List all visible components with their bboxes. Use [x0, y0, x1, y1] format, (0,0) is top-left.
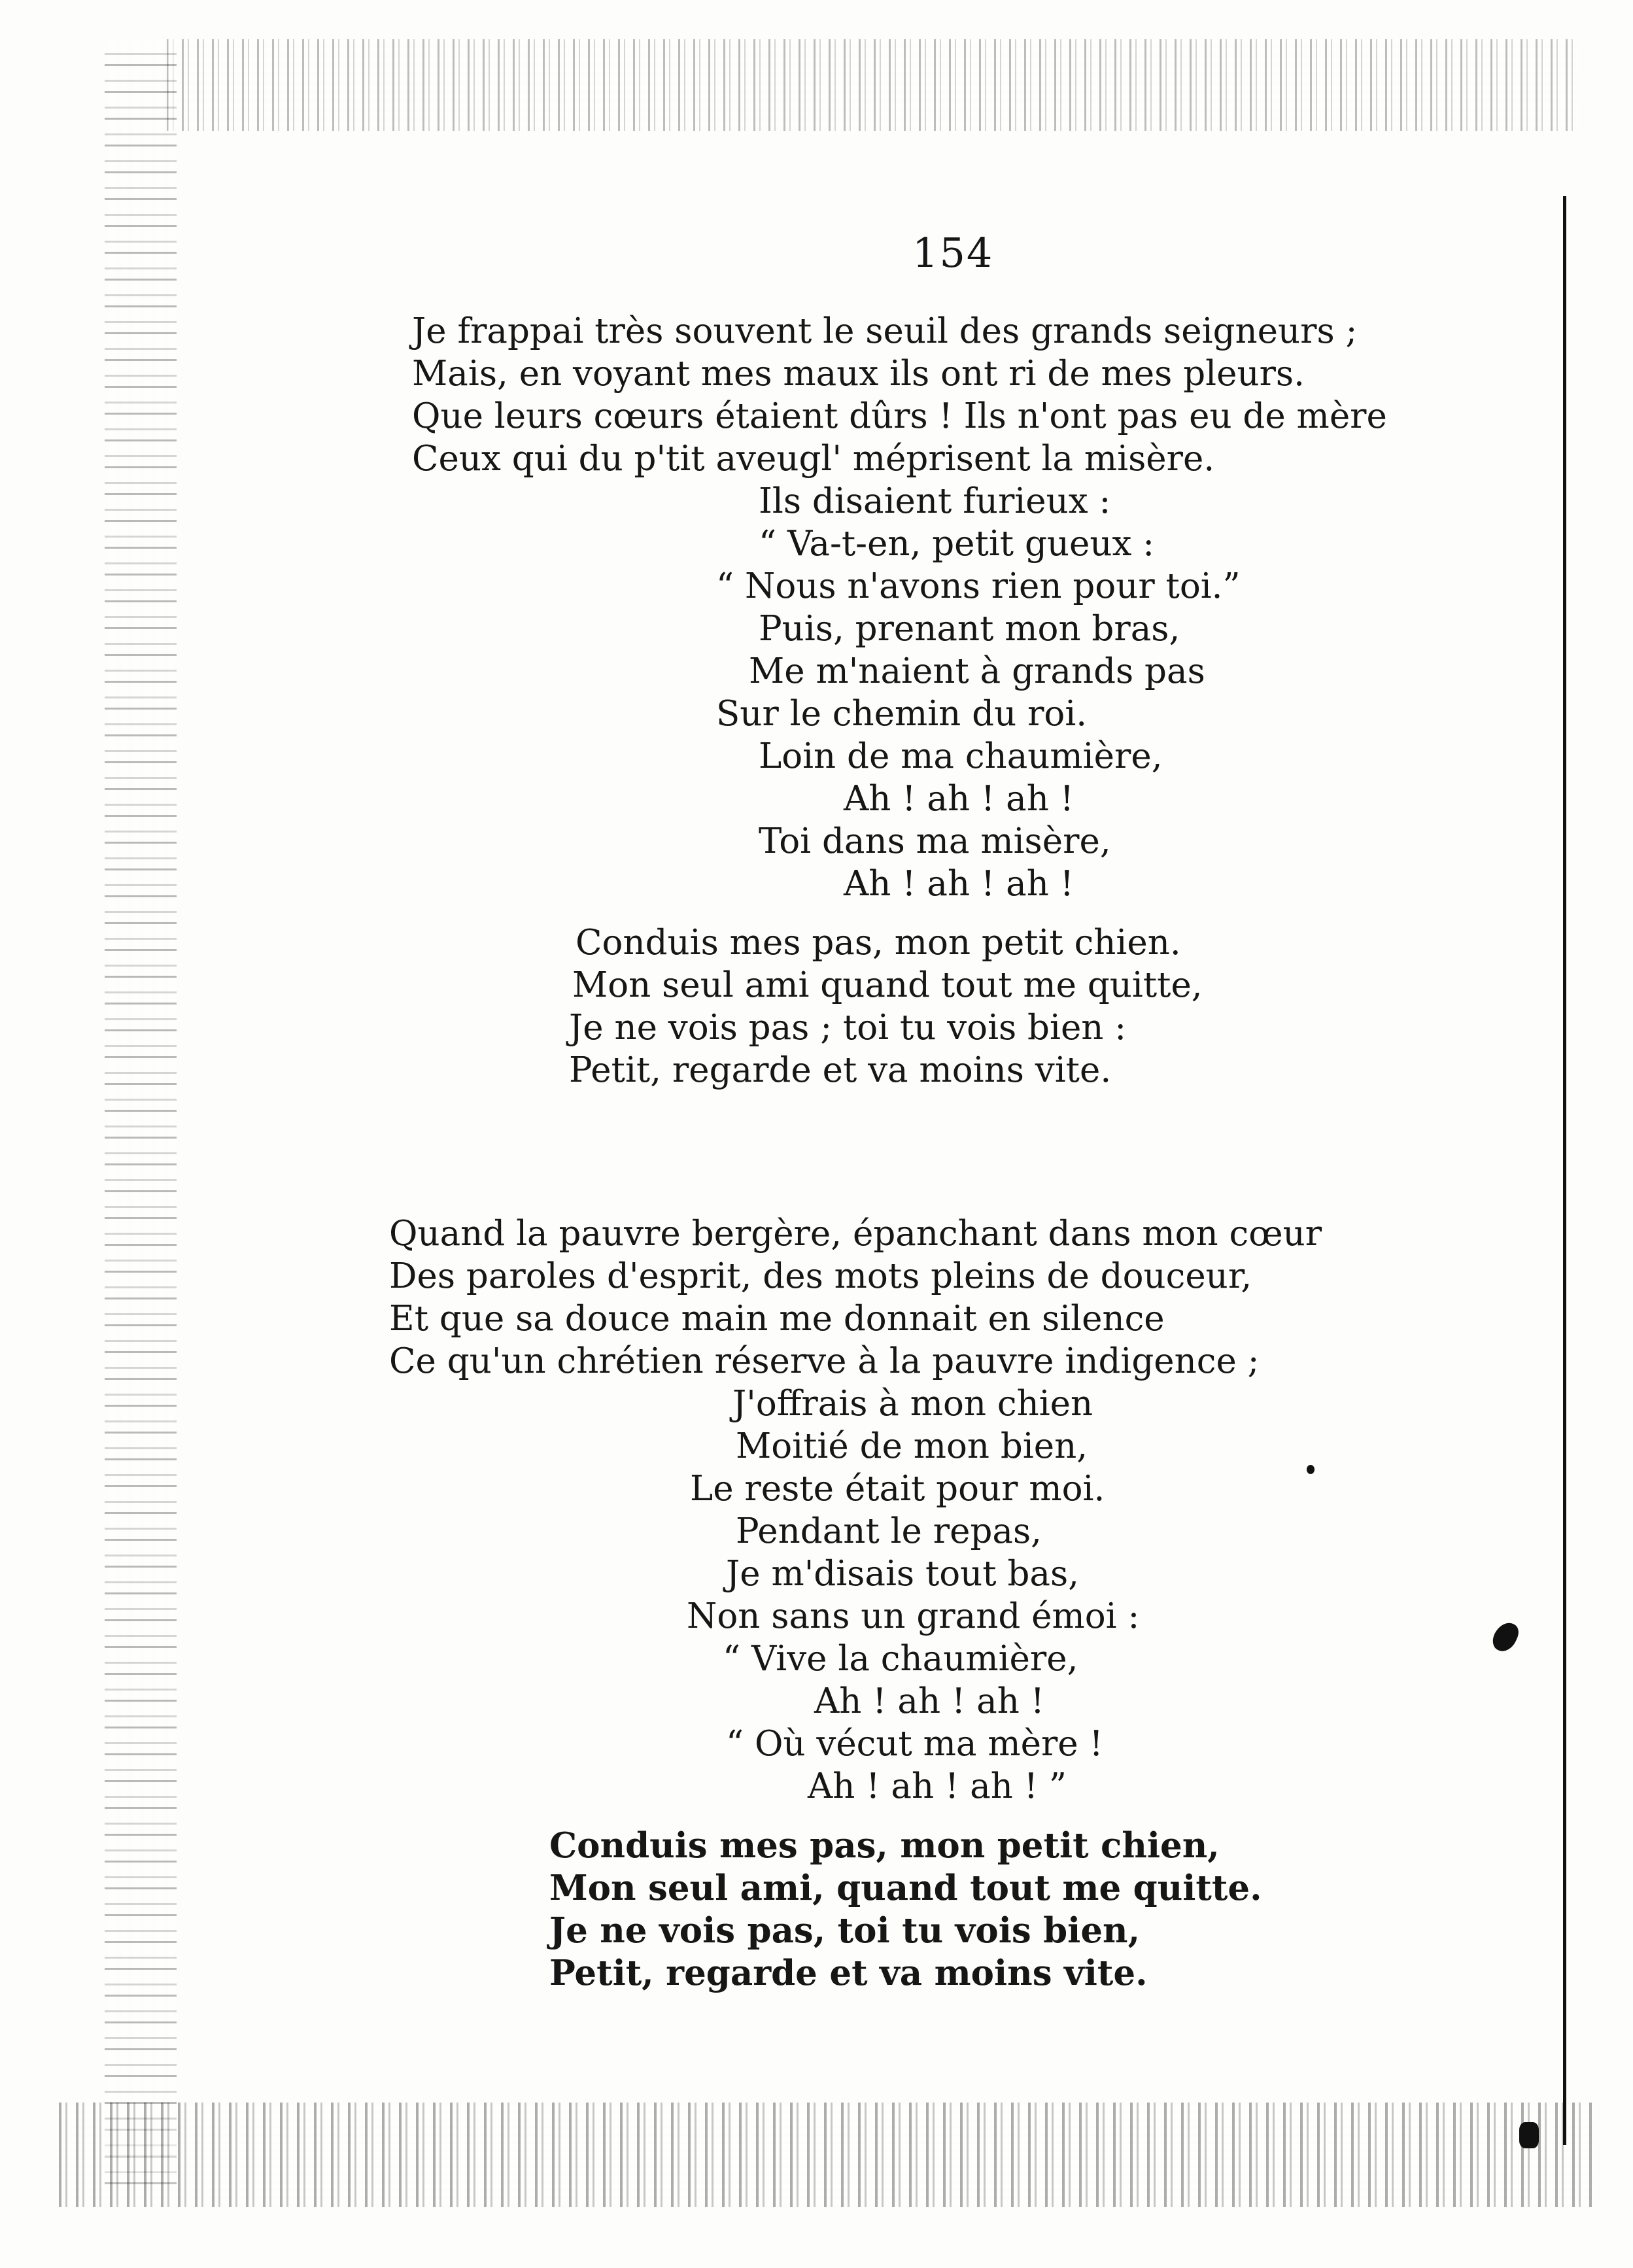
verse-line: Non sans un grand émoi : [687, 1596, 1140, 1636]
verse-line: “ Où vécut ma mère ! [726, 1724, 1103, 1764]
refrain-line: Conduis mes pas, mon petit chien, [549, 1825, 1220, 1866]
verse-line: Sur le chemin du roi. [716, 694, 1088, 734]
verse-line: “ Nous n'avons rien pour toi.” [716, 566, 1241, 606]
scan-edge-left [105, 39, 177, 2184]
verse-line: Ah ! ah ! ah ! [844, 779, 1074, 819]
verse-line: Et que sa douce main me donnait en silence [389, 1299, 1165, 1339]
verse-line: Je m'disais tout bas, [726, 1554, 1080, 1594]
verse-line: Des paroles d'esprit, des mots pleins de douceur, [389, 1256, 1252, 1296]
verse-line: Mais, en voyant mes maux ils ont ri de mes pleurs. [412, 354, 1305, 394]
verse-line: Ah ! ah ! ah ! ” [808, 1766, 1067, 1806]
ink-blot [1519, 2122, 1539, 2148]
verse-line: Loin de ma chaumière, [759, 736, 1163, 776]
verse-line: “ Vive la chaumière, [723, 1639, 1078, 1679]
verse-line: Le reste était pour moi. [690, 1469, 1105, 1509]
refrain-line: Conduis mes pas, mon petit chien. [576, 923, 1181, 963]
verse-line: Ce qu'un chrétien réserve à la pauvre indigence ; [389, 1341, 1260, 1381]
verse-line: Je frappai très souvent le seuil des grands seigneurs ; [412, 311, 1358, 351]
verse-line: Ils disaient furieux : [759, 481, 1111, 521]
verse-line: J'offrais à mon chien [732, 1384, 1093, 1424]
refrain-line: Mon seul ami quand tout me quitte, [572, 965, 1203, 1005]
scan-edge-top [167, 39, 1579, 131]
refrain-line: Mon seul ami, quand tout me quitte. [549, 1868, 1262, 1908]
verse-line: Moitié de mon bien, [736, 1426, 1088, 1466]
verse-line: Puis, prenant mon bras, [759, 609, 1180, 649]
refrain-line: Petit, regarde et va moins vite. [549, 1953, 1148, 1993]
page-number: 154 [912, 229, 994, 277]
page-edge-rule [1563, 196, 1566, 2145]
verse-line: Pendant le repas, [736, 1511, 1042, 1551]
verse-line: Toi dans ma misère, [759, 821, 1111, 861]
refrain-line: Petit, regarde et va moins vite. [569, 1050, 1112, 1090]
verse-line: Que leurs cœurs étaient dûrs ! Ils n'ont pas eu de mère [412, 396, 1387, 436]
refrain-line: Je ne vois pas, toi tu vois bien, [549, 1910, 1141, 1951]
verse-line: Me m'naient à grands pas [749, 651, 1205, 691]
verse-line: Quand la pauvre bergère, épanchant dans mon cœur [389, 1214, 1322, 1254]
verse-line: Ah ! ah ! ah ! [814, 1681, 1045, 1721]
verse-line: Ceux qui du p'tit aveugl' méprisent la misère. [412, 439, 1215, 479]
ink-blot [1489, 1619, 1522, 1655]
refrain-line: Je ne vois pas ; toi tu vois bien : [569, 1008, 1127, 1048]
verse-line: “ Va-t-en, petit gueux : [759, 524, 1155, 564]
verse-line: Ah ! ah ! ah ! [844, 864, 1074, 904]
scan-edge-bottom [59, 2103, 1596, 2207]
ink-blot [1307, 1465, 1315, 1474]
